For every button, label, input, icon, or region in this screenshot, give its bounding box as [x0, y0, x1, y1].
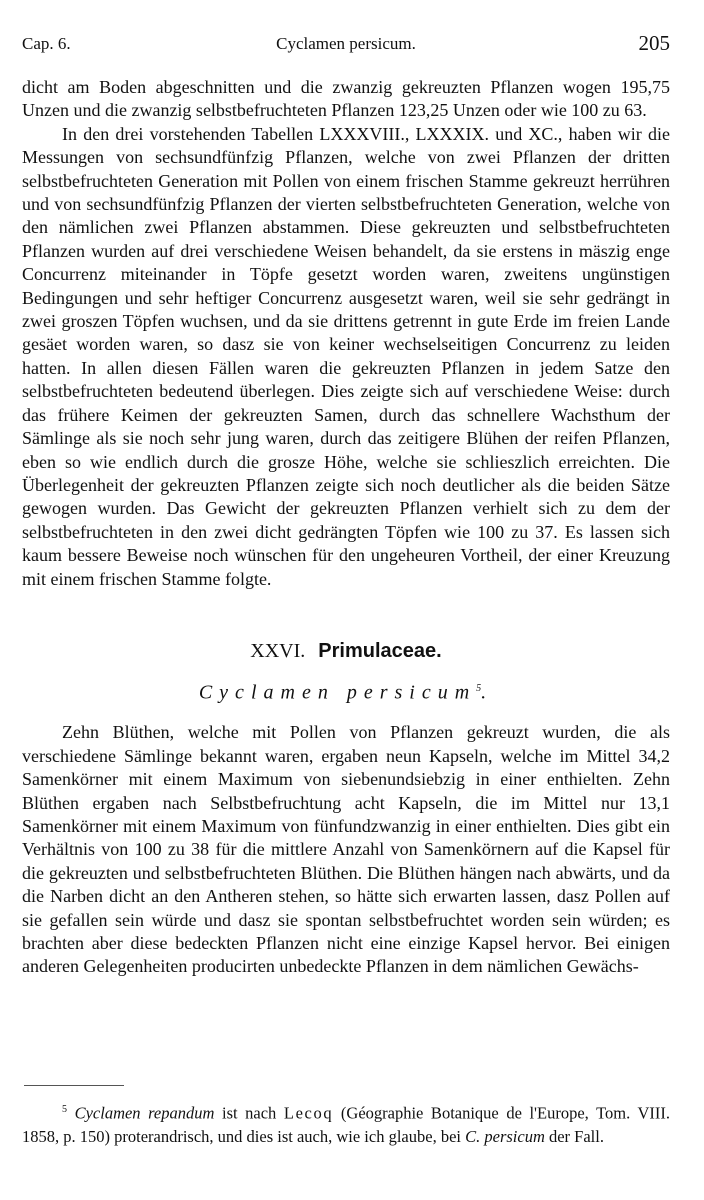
species-heading: Cyclamen persicum$^5$. — [198, 682, 494, 704]
chapter-label: Cap. 6. — [22, 34, 71, 53]
footnote-mark: 5 — [62, 1104, 67, 1115]
running-header — [22, 31, 670, 58]
footnote-species: Cyclamen repandum — [74, 1103, 215, 1123]
footnote-author: Lecoq — [283, 1103, 334, 1123]
running-title: Cyclamen persicum. — [276, 34, 416, 53]
footnote-text-3: der Fall. — [544, 1126, 604, 1146]
paragraph-summary: In den drei vorstehenden Tabellen LXXXVIII., LXXXIX. und XC., haben wir die Messungen von sechsundfünfzig Pflanzen, welche von zwei Pflanzen der dritten selbstbefruchteten Generation mit Pollen von einem frischen Stamme gekreuzt herrühren und von sechsundfünfzig Pflanzen der vierten selbstbefruchteten Generation, welche von den nämlichen zwei Pflanzen abstammen. Diese gekreuzten und selbstbefruchteten Pflanzen wurden auf drei verschiedene Weisen behandelt, da sie erstens in mäszig enge Concurrenz miteinander in Töpfe gesetzt worden waren, zweitens ungünstigen Bedingungen und sehr heftiger Concurrenz ausgesetzt waren, weil sie sehr gedrängt in zwei groszen Töpfen wuchsen, und da sie drittens getrennt in gute Erde im freien Lande gesäet worden waren, so dasz sie von keiner wechselseitigen Concurrenz zu leiden hatten. In allen diesen Fällen waren die gekreuzten Pflanzen in jedem Satze den selbstbefruchteten bedeutend überlegen. Dies zeigte sich auf verschiedene Weise: durch das frühere Keimen der gekreuzten Samen, durch das schnellere Wachsthum der Sämlinge als sie noch sehr jung waren, durch das zeitigere Blühen der reifen Pflanzen, eben so wie endlich durch die grosze Höhe, welche sie schlieszlich erreichten. Die Überlegenheit der gekreuzten Pflanzen zeigte sich noch deutlicher als die beiden Sätze gewogen wurden. Das Gewicht der gekreuzten Pflanzen verhielt sich zu dem der selbstbefruchteten in den zwei dicht gedrängten Töpfen wie 100 zu 37. Es lassen sich kaum bessere Beweise noch wünschen für den ungeheuren Vortheil, der einer Kreuzung mit einem frischen Stamme folgte. — [22, 123, 670, 589]
footnote-reference: 5 — [476, 683, 482, 695]
footnote — [22, 1098, 670, 1148]
footnote-text-2: (Géographie Botanique de l'Europe, Tom. VIII. 1858, p. 150) proterandrisch, und dies ist auch, wie ich glaube, bei — [22, 1103, 670, 1146]
section-name: Primulaceae. — [318, 639, 442, 662]
page-number: 205 — [638, 31, 670, 55]
paragraph-cyclamen: Zehn Blüthen, welche mit Pollen von Pflanzen gekreuzt wurden, die als verschiedene Sämlinge bekannt waren, ergaben neun Kapseln, welche im Mittel 34,2 Samenkörner mit einem Maximum von siebenundsiebzig in einer enthielten. Zehn Blüthen ergaben nach Selbstbefruchtung acht Kapseln, die im Mittel nur 13,1 Samenkörner mit einem Maximum von fünfundzwanzig in einer enthielten. Dies gibt ein Verhältnis von 100 zu 38 für die mittlere Anzahl von Samenkörnern auf die Kapsel für die gekreuzten und selbstbefruchteten Blüthen. Die Blüthen hängen nach abwärts, und da die Narben dicht an den Antheren stehen, so hätte sich erwarten lassen, dasz Pollen auf sie gefallen sein würde und dasz sie spontan selbstbefruchtet worden sein würden; es brachten aber diese bedeckten Pflanzen nicht eine einzige Kapsel hervor. Bei einigen anderen Gelegenheiten producirten unbedeckte Pflanzen in dem nämlichen Gewächs- — [22, 722, 670, 977]
footnote-species-2: C. persicum — [465, 1126, 545, 1146]
section-number: XXVI. — [250, 639, 306, 662]
paragraph-continued: dicht am Boden abgeschnitten und die zwanzig gekreuzten Pflanzen wogen 195,75 Unzen und die zwanzig selbstbefruchteten Pflanzen 123,25 Unzen oder wie 100 zu 63. — [22, 77, 670, 121]
footnote-divider — [24, 1085, 124, 1086]
species-name: Cyclamen persicum — [198, 682, 477, 704]
section-heading — [22, 640, 670, 663]
footnote-text-1: ist nach — [214, 1103, 284, 1123]
main-text — [22, 76, 670, 979]
